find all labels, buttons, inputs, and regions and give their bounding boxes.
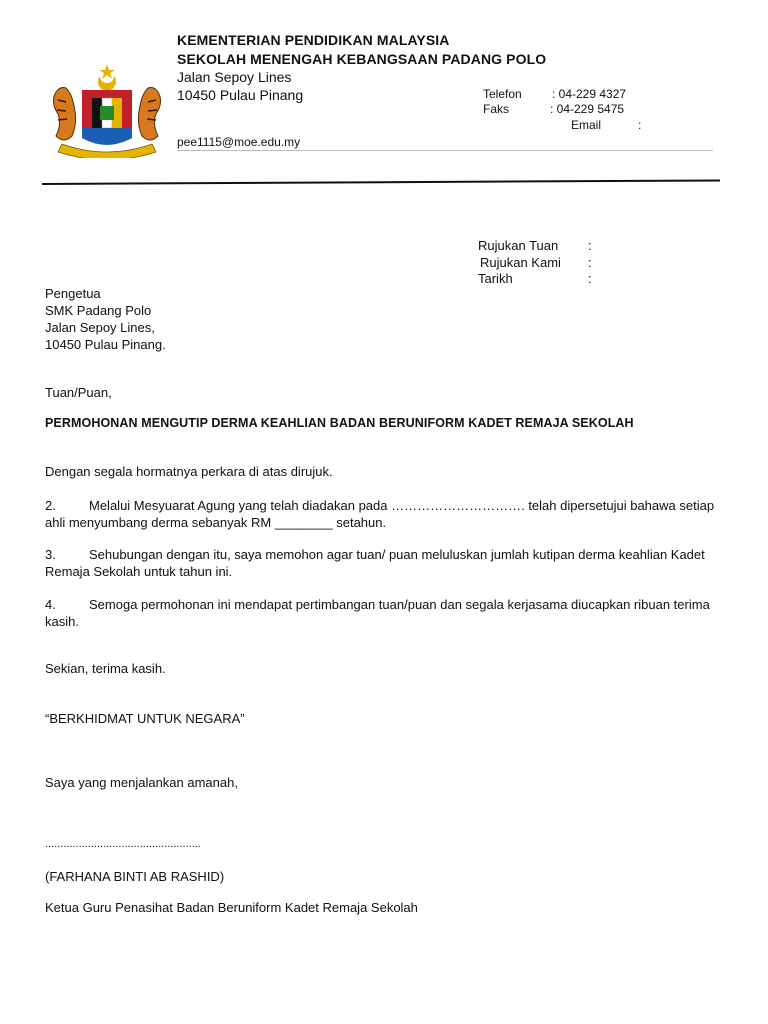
faks-value: : 04-229 5475 bbox=[550, 102, 625, 116]
signature-line: ................................................... bbox=[45, 838, 201, 850]
rujukan-tuan-colon: : bbox=[588, 238, 592, 253]
letter-subject: PERMOHONAN MENGUTIP DERMA KEAHLIAN BADAN BERUNIFORM KADET REMAJA SEKOLAH bbox=[45, 416, 634, 430]
paragraph-number: 3. bbox=[45, 547, 56, 562]
paragraph-3 bbox=[45, 546, 725, 580]
paragraph-text: Sehubungan dengan itu, saya memohon agar tuan/ puan meluluskan jumlah kutipan derma keahlian Kadet Remaja Sekolah untuk tahun ini. bbox=[45, 547, 705, 579]
salutation: Tuan/Puan, bbox=[45, 385, 112, 400]
malaysia-coat-of-arms-icon bbox=[48, 62, 166, 158]
intro-paragraph: Dengan segala hormatnya perkara di atas dirujuk. bbox=[45, 464, 333, 479]
signatory-name: (FARHANA BINTI AB RASHID) bbox=[45, 869, 225, 884]
recipient-line-2: SMK Padang Polo bbox=[45, 303, 152, 318]
recipient-line-4: 10450 Pulau Pinang. bbox=[45, 337, 166, 352]
paragraph-4 bbox=[45, 596, 725, 630]
school-name: SEKOLAH MENENGAH KEBANGSAAN PADANG POLO bbox=[177, 51, 547, 67]
rujukan-kami-label: Rujukan Kami bbox=[480, 255, 561, 270]
ministry-name: KEMENTERIAN PENDIDIKAN MALAYSIA bbox=[177, 32, 450, 48]
recipient-line-3: Jalan Sepoy Lines, bbox=[45, 320, 155, 335]
paragraph-text: Melalui Mesyuarat Agung yang telah diadakan pada …………………………. telah dipersetujui bahawa setiap ahli menyumbang derma sebanyak RM ________ setahun. bbox=[45, 498, 715, 530]
faks-label: Faks bbox=[483, 102, 510, 116]
email-address: pee1115@moe.edu.my bbox=[177, 135, 301, 149]
header-rule-thick bbox=[42, 179, 720, 185]
paragraph-number: 4. bbox=[45, 597, 56, 612]
tarikh-label: Tarikh bbox=[478, 271, 513, 286]
closing: Sekian, terima kasih. bbox=[45, 661, 166, 676]
address-line-1: Jalan Sepoy Lines bbox=[177, 69, 292, 85]
email-colon: : bbox=[638, 118, 642, 132]
telefon-label: Telefon bbox=[483, 87, 522, 101]
telefon-value: : 04-229 4327 bbox=[552, 87, 627, 101]
rujukan-tuan-label: Rujukan Tuan bbox=[478, 238, 559, 253]
paragraph-number: 2. bbox=[45, 498, 56, 513]
recipient-line-1: Pengetua bbox=[45, 286, 101, 301]
sign-intro: Saya yang menjalankan amanah, bbox=[45, 775, 238, 790]
rujukan-kami-colon: : bbox=[588, 255, 592, 270]
signatory-title: Ketua Guru Penasihat Badan Beruniform Kadet Remaja Sekolah bbox=[45, 900, 418, 915]
email-label: Email bbox=[571, 118, 602, 132]
header-rule-thin bbox=[177, 150, 713, 151]
paragraph-text: Semoga permohonan ini mendapat pertimbangan tuan/puan dan segala kerjasama diucapkan ribuan terima kasih. bbox=[45, 597, 710, 629]
paragraph-2 bbox=[45, 497, 725, 531]
tarikh-colon: : bbox=[588, 271, 592, 286]
motto: “BERKHIDMAT UNTUK NEGARA” bbox=[45, 711, 245, 726]
address-line-2: 10450 Pulau Pinang bbox=[177, 87, 304, 103]
